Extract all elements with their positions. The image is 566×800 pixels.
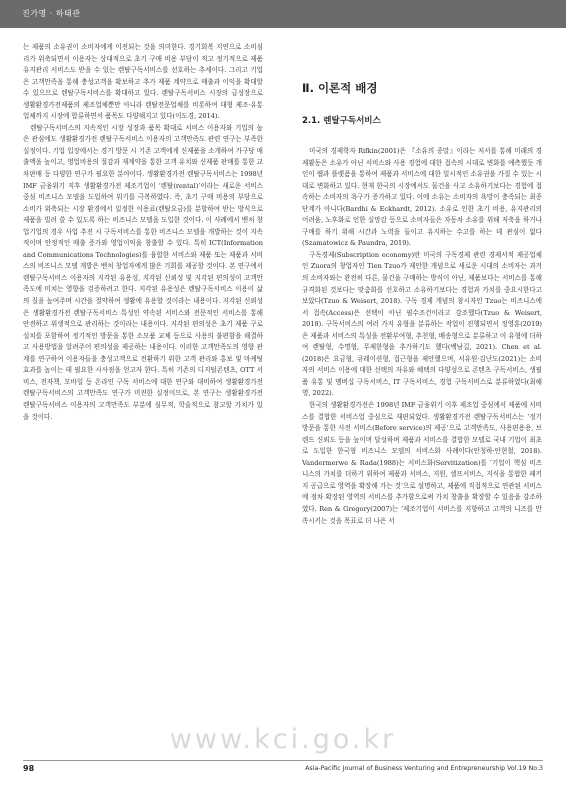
- subsection-title: 2.1. 렌탈구독서비스: [302, 116, 381, 126]
- running-header: [0, 0, 566, 28]
- right-column: [302, 146, 542, 527]
- right-paragraph-2: 구독경제(Subscription economy)란 미국의 구독경제 관련 경제서적 제공업체인 Zuora의 창업자인 Tien Tzuo가 제안한 개념으로 새로운 시대의 소비자는 과거의 소비자와는 완전히 다른, 물건을 구매하는 방식이 아닌, 제품보다는 서비스를 통해 규격화된 것보다는 맞춤화를 선호하고 소유하기보다는 경험과 가치를 중요시한다고 보았다(Tzuo & Weisert, 2018). 구독 경제 개념의 창시자인 Tzuo는 비즈니스에서 접속(Access)은 선택이 아닌 필수조건이라고 강조했다(Tzuo & Weisert, 2018). 구독서비스의 여러 가지 유형을 분류하는 작업이 진행되면서 정영훈(2019)은 제품과 서비스의 특성을 전환부여형, 추천형, 배송형으로 분류하고 이 유형에 더하여 렌탈형, 수명형, 무제한형을 추가하기도 했다(백남길, 2021). Chen et al.(2018)은 요금형, 큐레이션형, 접근형을 제안했으며, 서유원·김난도(2021)는 소비자의 서비스 이용에 대한 선택의 자유와 혜택의 다양성으로 콘텐츠 구독서비스, 생필품 유통 및 멤버십 구독서비스, IT 구독서비스, 경험 구독서비스로 분류하였다(최혜영, 2022).: [302, 250, 543, 398]
- footer-divider: [23, 760, 543, 761]
- journal-name: Asia-Pacific Journal of Business Venturing and Entrepreneurship Vol.19 No.3: [305, 765, 543, 772]
- kci-watermark: www.kci.go.kr: [169, 724, 397, 755]
- right-paragraph-3: 한국의 생활환경가전은 1998년 IMF 금융위기 이후 제조업 중심에서 제품에 서비스를 결합한 서비스업 중심으로 재편되었다. 생활환경가전 렌탈구독서비스는 ‘정기 방문을 통한 사전 서비스(Before service)의 제공’으로 고객만족도, 사용편용용, 브랜드 신뢰도 등을 높이며 달성하며 제품과 서비스를 결합한 모델로 국내 기업이 최초로 도입한 한국형 비즈니스 모델의 서비스화 사례이다(안청하·안현철, 2018). Vandermerwe & Rada(1988)는 서비스화(Servitization)를 ‘기업이 핵심 비즈니스의 가치를 더하기 위하여 제품과 서비스, 지원, 셀프서비스, 지식을 통합한 패키지 공급으로 영역을 확장해 가는 것’으로 설명하고, 제품에 직접적으로 연관된 서비스에 점차 확장된 영역의 서비스를 추가함으로써 가치 창출을 확장할 수 있음을 강조하였다. Ren & Gregory(2007)는 ‘제조기업이 서비스를 지향하고 고객의 니즈를 만족시키는 것을 목표로 더 나은 서: [302, 401, 543, 525]
- header-authors: 진가명 · 하태관: [22, 9, 81, 18]
- left-paragraph-1: 는 제품의 소유권이 소비자에게 이전되는 것을 의미한다. 경기회복 지연으로 소비심리가 위축되면서 이용자는 상대적으로 초기 구매 비용 부담이 적고 정기적으로 제품 유지관리 서비스도 받을 수 있는 렌탈구독서비스를 선호하는 추세이다. 그리고 기업은 고객만족을 통해 충성고객을 확보하고 추가 제품 계약으로 매출과 이익을 확대할 수 있으므로 렌탈구독서비스를 확대하고 있다. 렌탈구독서비스 시장의 급성장으로 생활환경가전제품의 제조업체뿐만 아니라 렌탈전문업체를 비롯하여 대형 제조·유통 업체까지 시장에 합류하면서 품목도 다양해지고 있다(이도경, 2014).: [23, 43, 263, 121]
- page-number: 98: [23, 764, 35, 773]
- section-title: Ⅱ. 이론적 배경: [302, 81, 378, 95]
- left-paragraph-2: 렌탈구독서비스의 지속적인 시장 성장과 품목 확대로 서비스 이용자와 기업의 높은 관심에도 생활환경가전 렌탈구독서비스 이용자의 고객만족도 관련 연구는 부족한 실정이다. 기업 입장에서는 경기 방문 시 기존 고객에게 신제품을 소개하여 가구당 매출액을 높이고, 영업비용의 절감과 재계약을 통한 고객 유치와 신제품 판매를 통한 교차판매 등 다양한 연구가 필요한 분야이다. 생활환경가전 렌탈구독서비스는 1998년 IMF 금융위기 직후 생활환경가전 제조기업이 ‘렌탈(rental)’이라는 새로운 서비스 중심 비즈니스 모델을 도입하여 위기를 극복하였다. 즉, 초기 구매 비용의 부담으로 소비가 위축되는 시장 환경에서 일정한 이용료(렌탈요금)를 분할하여 받는 방식으로 제품을 빌려 쓸 수 있도록 하는 비즈니스 모델을 도입한 것이다. 이 사례에서 벤처 창업기업의 경우 사업 추진 시 구독서비스를 통한 비즈니스 모델을 개발하는 것이 지속적이며 안정적인 매출 증가와 영업이익을 창출할 수 있다. 특히 ICT(Information and Communications Technologies)를 융합한 서비스와 제품 또는 제품과 서비스의 비즈니스 모델 개발은 벤처 창업자에게 많은 기회를 제공할 것이다. 본 연구에서 렌탈구독서비스 이용자의 지각된 유용성, 지각된 신뢰성 및 지각된 편의성이 고객만족도에 미치는 영향을 검증하려고 한다. 지각된 유용성은 렌탈구독서비스 이용이 삶의 질을 높여주며 시간을 절약하여 생활에 유용할 것이라는 내용이다. 지각된 신뢰성은 생활환경가전 렌탈구독서비스 특성인 약속된 서비스와 전문적인 서비스를 통해 안전하고 위생적으로 관리하는 것이라는 내용이다. 지각된 편의성은 초기 제품 구로 설치를 포함하여 정기적인 방문을 통한 소모품 교체 등으로 사용의 불편함을 해결하고 사용방법을 알려주어 편의성을 제공하는 내용이다. 이러한 고객만족도의 영향 관계를 연구하여 이용자들을 충성고객으로 전환하기 위한 고객 관리와 홍보 및 마케팅 효과를 높이는 데 필요한 시사점을 얻고자 한다. 특히 기존의 디지털콘텐츠, OTT 서비스, 전자책, 모바일 등 온라인 구독 서비스에 대한 연구와 대비하여 생활환경가전 렌탈구독서비스의 고객만족도 연구가 미진한 실정이므로, 본 연구는 생활환경가전 렌탈구독서비스 이용자의 고객만족도 부분에 심무적, 학술적으로 참고할 가치가 있을 것이다.: [23, 123, 264, 421]
- right-paragraph-1: 미국의 경제학자 Rifkin(2001)은 『소유의 종말』이라는 저서를 통해 미래의 경제활동은 소유가 아닌 서비스와 사용 경험에 대한 접속의 시대로 변화를 예측했듯 개인이 웹과 플랫폼을 통하여 제품과 서비스에 대한 일시적인 소유권을 가질 수 있는 시대로 변화하고 있다. 현재 한국의 시장에서도 물건을 사고 소유하기보다는 경험에 접속하는 소비자의 욕구가 증가하고 있다. 이에 소유는 소비자의 욕망이 충족되는 최종 단계가 아니다(Bardhi & Eckhardt, 2012). 소유로 인한 초기 비용, 유지관리의 어려움, 노후화로 인한 실망감 등으로 소비자들은 자동차 소유를 위해 저축을 하거나 구매를 하기 위해 시간과 노력을 들이고 유지하는 수고를 하는 데 관심이 없다(Szamatowicz & Paundra, 2019).: [302, 147, 543, 248]
- left-column: [23, 42, 263, 423]
